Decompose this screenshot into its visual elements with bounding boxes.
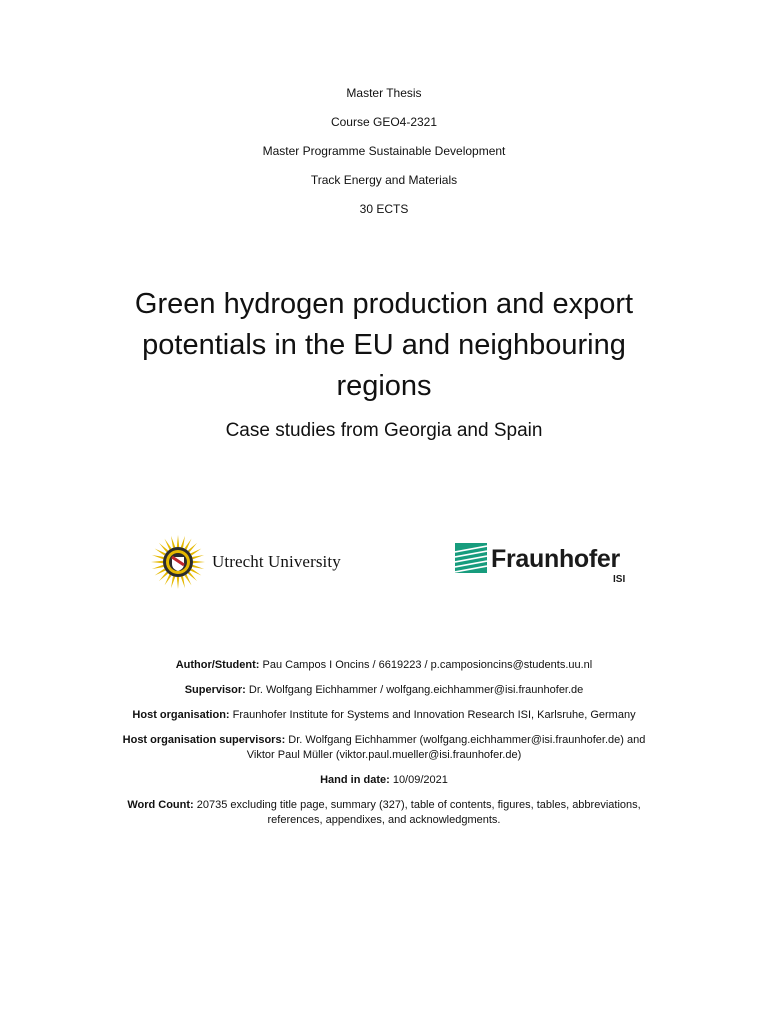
hand-in-date-label: Hand in date: (320, 774, 390, 786)
host-supervisors-label: Host organisation supervisors: (122, 734, 286, 746)
supervisor-label: Supervisor: (184, 684, 246, 696)
host-line (110, 708, 658, 723)
fraunhofer-isi-label: ISI (613, 574, 626, 585)
fraunhofer-logo (455, 543, 635, 591)
utrecht-university-name: Utrecht University (212, 552, 341, 571)
host-supervisors-value: Dr. Wolfgang Eichhammer (wolfgang.eichhammer@isi.fraunhofer.de) and Viktor Paul Müller (viktor.paul.mueller@isi.fraunhofer.de) (246, 734, 646, 761)
author-line (110, 658, 658, 673)
host-supervisors-line (110, 733, 658, 763)
word-count-line (110, 798, 658, 828)
thesis-subtitle: Case studies from Georgia and Spain (225, 420, 543, 441)
title-line-1: Green hydrogen production and export (134, 288, 634, 320)
thesis-title (84, 284, 684, 407)
utrecht-seal-icon (150, 534, 206, 590)
meta-line-ects: 30 ECTS (359, 202, 409, 216)
title-line-3: regions (336, 370, 432, 402)
host-value: Fraunhofer Institute for Systems and Innovation Research ISI, Karlsruhe, Germany (229, 709, 636, 721)
meta-line-track: Track Energy and Materials (310, 173, 458, 187)
host-label: Host organisation: (132, 709, 230, 721)
word-count-value: 20735 excluding title page, summary (327), table of contents, figures, tables, abbreviations, references, appendixes, and acknowledgments. (193, 799, 641, 826)
title-line-2: potentials in the EU and neighbouring (142, 329, 626, 361)
fraunhofer-mark-icon (455, 543, 487, 573)
supervisor-value: Dr. Wolfgang Eichhammer / wolfgang.eichhammer@isi.fraunhofer.de (245, 684, 584, 696)
utrecht-university-logo (150, 534, 341, 590)
author-label: Author/Student: (175, 659, 260, 671)
thesis-meta (0, 86, 768, 231)
meta-line-thesis: Master Thesis (346, 86, 422, 100)
meta-line-programme: Master Programme Sustainable Development (262, 144, 506, 158)
word-count-label: Word Count: (127, 799, 194, 811)
meta-line-course: Course GEO4-2321 (330, 115, 438, 129)
thesis-details (110, 658, 658, 838)
hand-in-date-line (110, 773, 658, 788)
supervisor-line (110, 683, 658, 698)
hand-in-date-value: 10/09/2021 (389, 774, 448, 786)
fraunhofer-name: Fraunhofer (491, 545, 620, 573)
author-value: Pau Campos I Oncins / 6619223 / p.camposioncins@students.uu.nl (259, 659, 593, 671)
